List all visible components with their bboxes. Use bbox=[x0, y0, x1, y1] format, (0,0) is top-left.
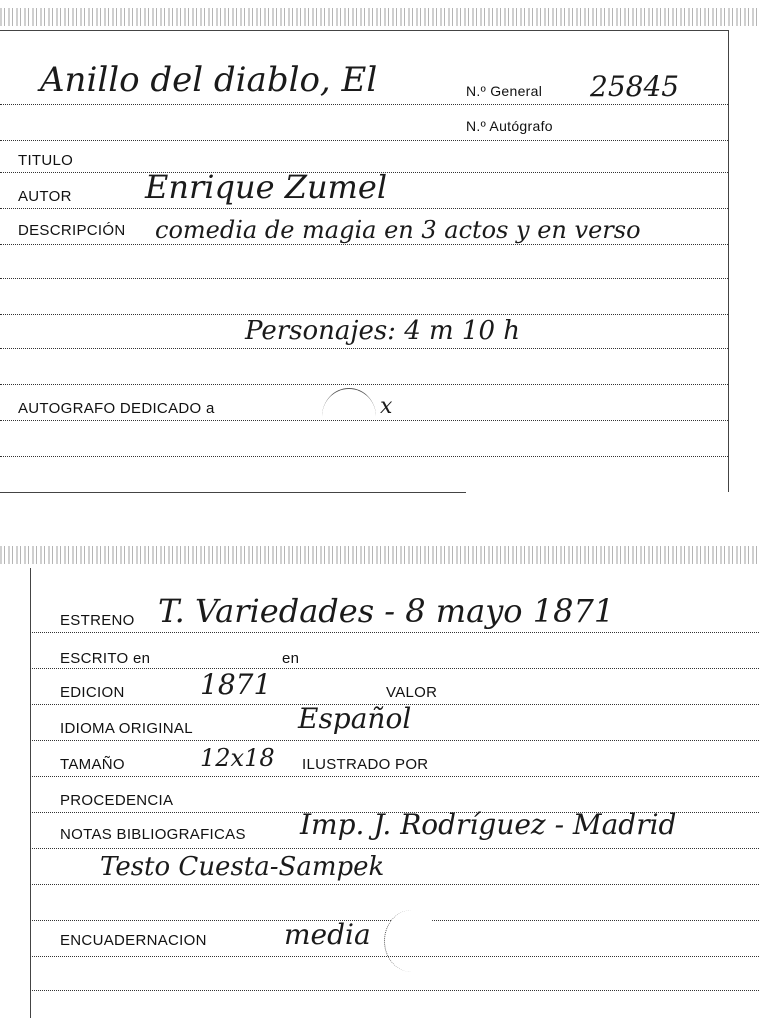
rule bbox=[0, 420, 728, 421]
card-right-edge bbox=[728, 30, 729, 492]
card-title: Anillo del diablo, El bbox=[40, 60, 378, 100]
dedicado-label: AUTOGRAFO DEDICADO a bbox=[18, 400, 215, 417]
rule bbox=[30, 990, 759, 991]
rule bbox=[30, 848, 759, 849]
descripcion-label: DESCRIPCIÓN bbox=[18, 222, 126, 239]
autor-label: AUTOR bbox=[18, 188, 72, 205]
notas-value-line-1: Imp. J. Rodríguez - Madrid bbox=[300, 808, 677, 841]
escrito-en-label: en bbox=[282, 650, 300, 667]
rule bbox=[0, 348, 728, 349]
card-bottom-border bbox=[0, 492, 466, 493]
rule bbox=[30, 776, 759, 777]
rule bbox=[0, 244, 728, 245]
escrito-label: ESCRITO en bbox=[60, 650, 151, 667]
personajes-value: Personajes: 4 m 10 h bbox=[245, 316, 521, 346]
tamano-label: TAMAÑO bbox=[60, 756, 125, 773]
rule bbox=[30, 956, 759, 957]
card-left-edge bbox=[30, 568, 31, 1018]
torn-edge-bottom-card bbox=[0, 546, 759, 564]
encuadernacion-value: media bbox=[284, 918, 371, 951]
rule bbox=[0, 140, 728, 141]
autor-value: Enrique Zumel bbox=[145, 168, 388, 206]
rule bbox=[0, 456, 728, 457]
punch-hole-top bbox=[322, 388, 376, 445]
autografo-label: N.º Autógrafo bbox=[466, 118, 553, 134]
notas-label: NOTAS BIBLIOGRAFICAS bbox=[60, 826, 246, 843]
punch-hole-bottom bbox=[384, 910, 439, 972]
descripcion-value: comedia de magia en 3 actos y en verso bbox=[155, 216, 641, 244]
torn-edge-top bbox=[0, 8, 759, 26]
idioma-label: IDIOMA ORIGINAL bbox=[60, 720, 193, 737]
tamano-value: 12x18 bbox=[200, 744, 275, 772]
encuadernacion-label: ENCUADERNACION bbox=[60, 932, 207, 949]
rule bbox=[30, 884, 759, 885]
rule bbox=[0, 314, 728, 315]
rule bbox=[30, 740, 759, 741]
rule bbox=[0, 278, 728, 279]
idioma-value: Español bbox=[298, 702, 412, 735]
card-top-border bbox=[0, 30, 729, 31]
rule bbox=[0, 384, 728, 385]
estreno-label: ESTRENO bbox=[60, 612, 135, 629]
notas-value-line-2: Testo Cuesta-Sampek bbox=[100, 852, 385, 882]
rule bbox=[0, 104, 728, 105]
procedencia-label: PROCEDENCIA bbox=[60, 792, 174, 809]
general-number-label: N.º General bbox=[466, 83, 543, 99]
rule bbox=[30, 632, 759, 633]
ilustrado-label: ILUSTRADO POR bbox=[302, 756, 429, 773]
general-number-value: 25845 bbox=[590, 70, 680, 103]
titulo-label: TITULO bbox=[18, 152, 74, 169]
edicion-value: 1871 bbox=[200, 668, 272, 701]
rule bbox=[30, 668, 759, 669]
rule bbox=[0, 208, 728, 209]
edicion-label: EDICION bbox=[60, 684, 125, 701]
dedicado-mark: x bbox=[380, 394, 393, 419]
valor-label: VALOR bbox=[386, 684, 438, 701]
estreno-value: T. Variedades - 8 mayo 1871 bbox=[158, 592, 615, 630]
